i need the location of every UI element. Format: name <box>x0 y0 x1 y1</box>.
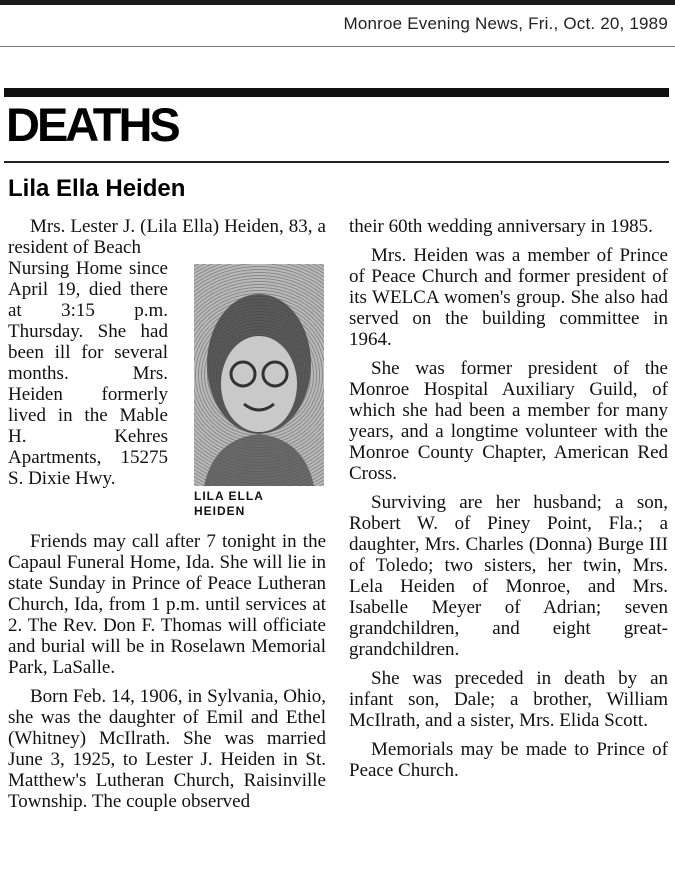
photo-caption-line2: HEIDEN <box>194 504 246 518</box>
paragraph-preceded: She was preceded in death by an infant son, Dale; a brother, William McIlrath, and a sister, Mrs. Elida Scott. <box>349 668 668 731</box>
paragraph-auxiliary: She was former president of the Monroe Hospital Auxiliary Guild, of which she had been a member for many years, and a longtime volunteer with the Monroe County Chapter, American Red Cross. <box>349 358 668 484</box>
dateline-divider <box>0 46 675 47</box>
intro-with-photo <box>8 216 326 531</box>
paragraph-survivors: Surviving are her husband; a son, Robert W. of Piney Point, Fla.; a daughter, Mrs. Charles (Donna) Burge III of Toledo; two sisters, her twin, Mrs. Lela Heiden of Monroe, and Mrs. Isabelle Meyer of Adrian; seven grandchildren, and eight great-grandchildren. <box>349 492 668 660</box>
dateline: Monroe Evening News, Fri., Oct. 20, 1989 <box>343 14 668 33</box>
section-title: DEATHS <box>6 98 178 151</box>
section-title-divider <box>4 161 669 163</box>
paragraph-memorials: Memorials may be made to Prince of Peace Church. <box>349 739 668 781</box>
obituary-column-right <box>349 216 668 789</box>
top-rule <box>0 0 675 5</box>
obituary-column-left <box>8 216 326 812</box>
intro-text-top: Mrs. Lester J. (Lila Ella) Heiden, 83, a resident of Beach <box>8 216 326 258</box>
obituary-headline: Lila Ella Heiden <box>8 175 186 202</box>
paragraph-church-member: Mrs. Heiden was a member of Prince of Peace Church and former president of its WELCA women's group. She also had served on the building committee in 1964. <box>349 245 668 350</box>
portrait-photo-block <box>194 264 324 518</box>
portrait-photo <box>194 264 324 486</box>
photo-caption <box>194 489 324 519</box>
paragraph-biography: Born Feb. 14, 1906, in Sylvania, Ohio, she was the daughter of Emil and Ethel (Whitney) McIlrath. She was married June 3, 1925, to Lester J. Heiden in St. Matthew's Lutheran Church, Raisinville Township. The couple observed <box>8 686 326 812</box>
photo-caption-line1: LILA ELLA <box>194 489 264 503</box>
paragraph-anniversary: their 60th wedding anniversary in 1985. <box>349 216 653 237</box>
intro-text-wrap: Nursing Home since April 19, died there at 3:15 p.m. Thursday. She had been ill for several months. Mrs. Heiden formerly lived in the Mable H. Kehres Apartments, 15275 S. Dixie Hwy. <box>8 258 168 489</box>
paragraph-visitation: Friends may call after 7 tonight in the Capaul Funeral Home, Ida. She will lie in state Sunday in Prince of Peace Lutheran Church, Ida, from 1 p.m. until services at 2. The Rev. Don F. Thomas will officiate and burial will be in Roselawn Memorial Park, LaSalle. <box>8 531 326 678</box>
section-rule <box>4 88 669 97</box>
portrait-silhouette-icon <box>194 264 324 486</box>
